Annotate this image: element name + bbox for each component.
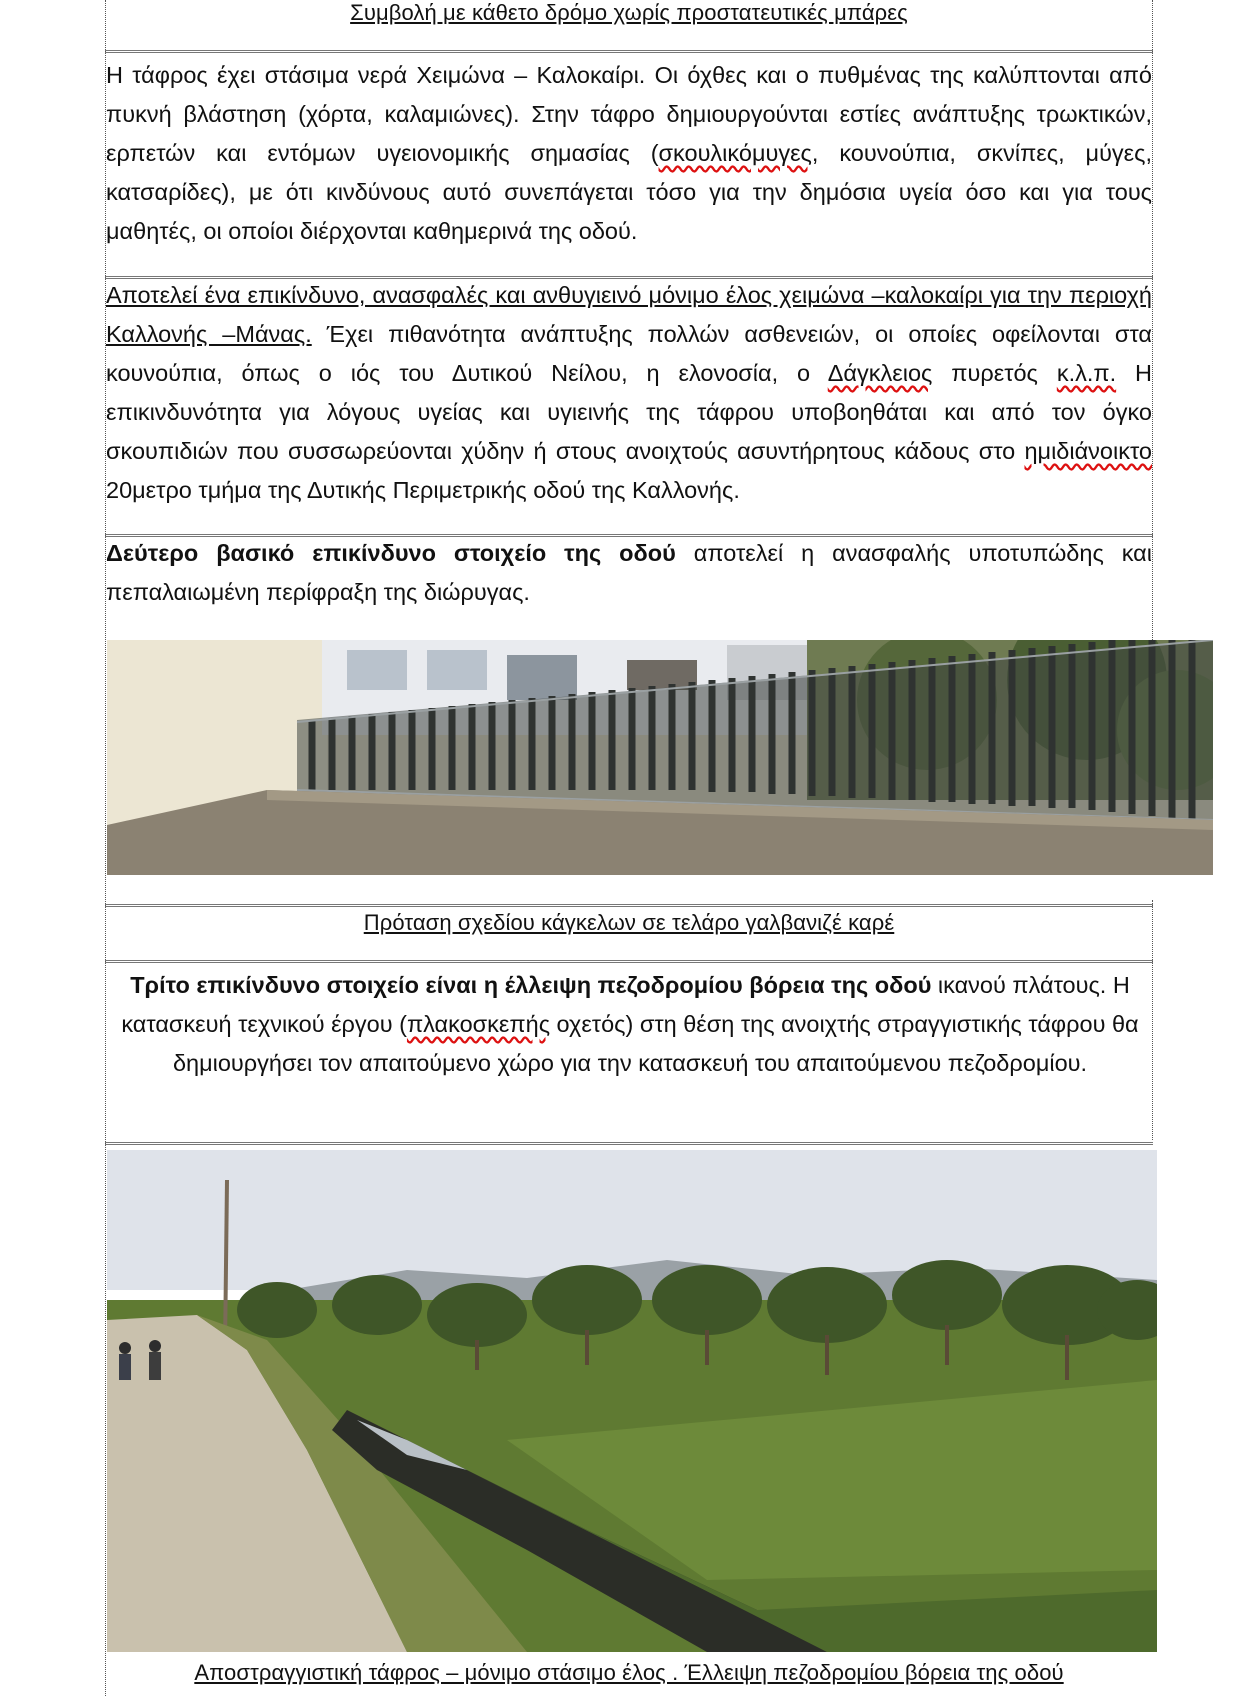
para2-text-d: 20μετρο τμήμα της Δυτικής Περιμετρικής οδού της Καλλονής. [106, 477, 740, 503]
para2-underlined: Αποτελεί ένα επικίνδυνο, ανασφαλές και ανθυγιεινό μόνιμο έλος χειμώνα –καλοκαίρι για την περιοχή Καλλονής –Μάνας. [106, 282, 1152, 347]
paragraph-health-risk [106, 276, 1152, 510]
spellcheck-word: Δάγκλειος [827, 360, 933, 386]
caption-junction: Συμβολή με κάθετο δρόμο χωρίς προστατευτικές μπάρες [350, 0, 908, 25]
fence-photo [107, 640, 1213, 875]
spellcheck-word: σκουλικόμυγες [658, 140, 812, 166]
spellcheck-word: ημιδιάνοικτο [1024, 438, 1152, 464]
spellcheck-word: πλακοσκεπής [406, 1011, 551, 1037]
para2-text-c: Η επικινδυνότητα για λόγους υγείας και υγιεινής της τάφρου υποβοηθάται και από τον όγκο σκουπιδιών που συσσωρεύονται χύδην ή στους ανοιχτούς ασυντήρητους κάδους στο [106, 360, 1153, 464]
para1-text-a: Η τάφρος έχει στάσιμα νερά Χειμώνα – Καλοκαίρι. Οι όχθες και ο πυθμένας της καλύπτονται από πυκνή βλάστηση (χόρτα, καλαμιώνες). Στην τάφρο δημιουργούνται εστίες ανάπτυξης τρωκτικών, ερπετών και εντόμων υγειονομικής σημασίας ( [106, 62, 1152, 166]
caption-drainage-ditch: Αποστραγγιστική τάφρος – μόνιμο στάσιμο έλος . Έλλειψη πεζοδρομίου βόρεια της οδού [194, 1660, 1064, 1685]
table-row-divider [105, 50, 1153, 53]
para4-text-a: ικανού πλάτους. Η κατασκευή τεχνικού έργου ( [121, 972, 1130, 1037]
paragraph-fence-risk [106, 534, 1152, 612]
spellcheck-word: κ.λ.π. [1056, 360, 1117, 386]
para4-text-b: οχετός) στη θέση της ανοιχτής στραγγιστικής τάφρου θα δημιουργήσει τον απαιτούμενο χώρο για την κατασκευή του απαιτούμενου πεζοδρομίου. [172, 1011, 1139, 1076]
ditch-photo-image [107, 1150, 1157, 1652]
para4-bold: Τρίτο επικίνδυνο στοιχείο είναι η έλλειψη πεζοδρομίου βόρεια της οδού [130, 972, 932, 998]
table-row-divider [105, 1142, 1153, 1145]
table-border-left [105, 0, 106, 1696]
table-row-divider [105, 904, 1153, 907]
paragraph-ditch-water [106, 56, 1152, 251]
para1-text-b: , κουνούπια, σκνίπες, μύγες, κατσαρίδες), με ότι κινδύνους αυτό συνεπάγεται τόσο για την δημόσια υγεία όσο και για τους μαθητές, οι οποίοι διέρχονται καθημερινά της οδού. [106, 140, 1152, 244]
para2-text-a: Έχει πιθανότητα ανάπτυξης πολλών ασθενειών, οι οποίες οφείλονται στα κουνούπια, όπως ο ιός του Δυτικού Νείλου, η ελονοσία, ο [106, 321, 1152, 386]
para2-text-b: πυρετός [932, 360, 1057, 386]
table-border-right [1152, 0, 1153, 640]
caption-fence-proposal: Πρόταση σχεδίου κάγκελων σε τελάρο γαλβανιζέ καρέ [363, 910, 895, 935]
ditch-photo [107, 1150, 1157, 1652]
table-border-right-lower [1152, 900, 1153, 1140]
para3-bold: Δεύτερο βασικό επικίνδυνο στοιχείο της οδού [106, 540, 676, 566]
para3-text: αποτελεί η ανασφαλής υποτυπώδης και πεπαλαιωμένη περίφραξη της διώρυγας. [106, 540, 1152, 605]
table-row-divider [105, 960, 1153, 963]
fence-photo-image [107, 640, 1213, 875]
paragraph-sidewalk [120, 966, 1140, 1083]
